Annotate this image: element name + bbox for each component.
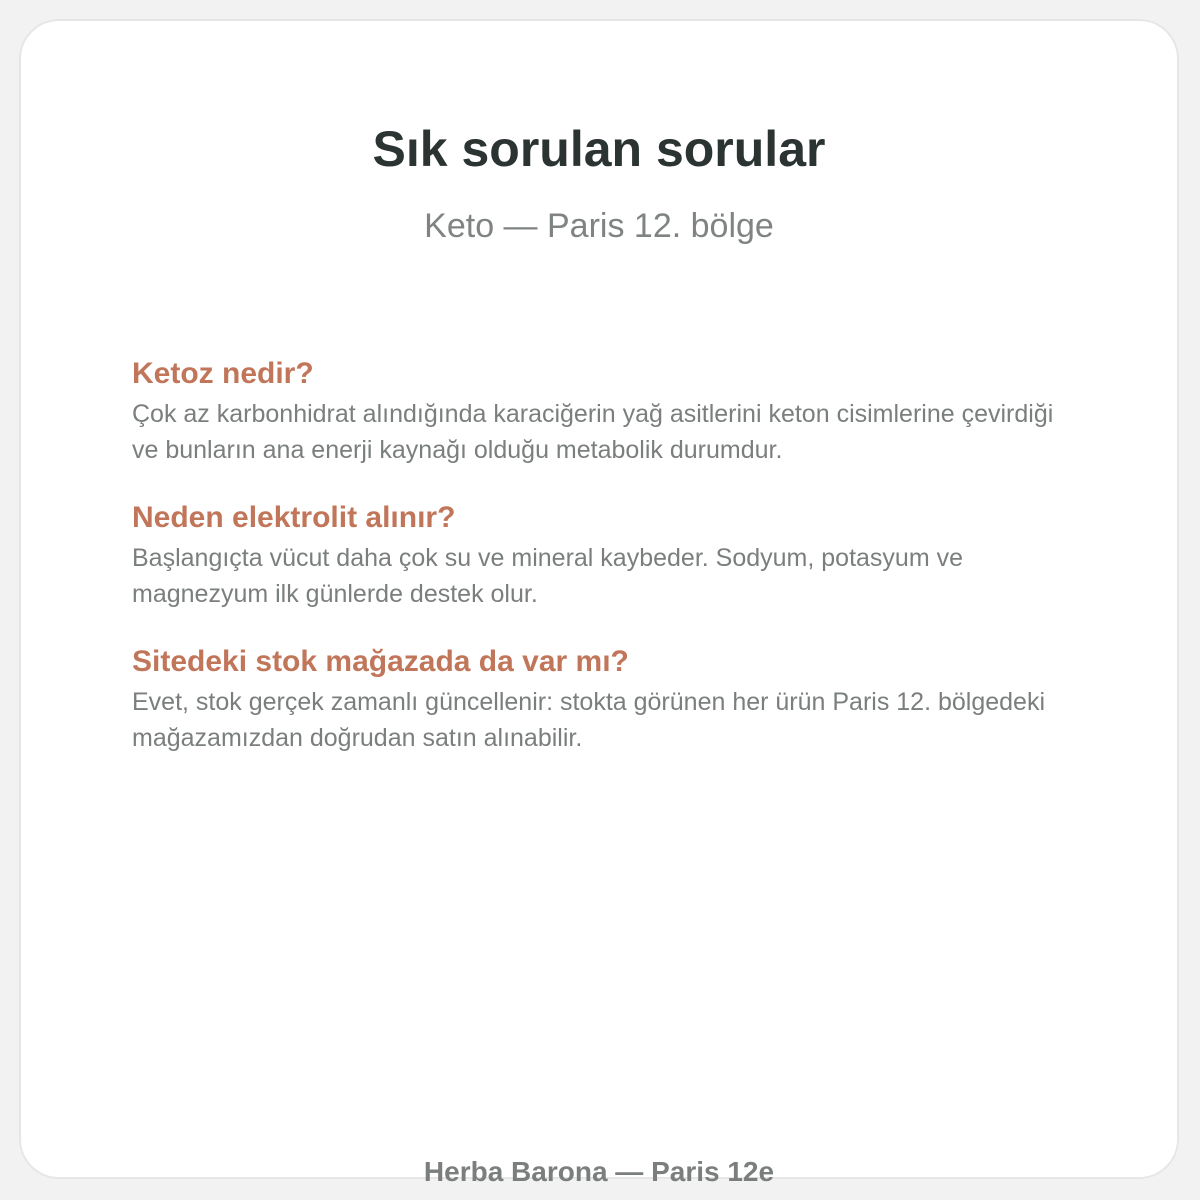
faq-card bbox=[19, 19, 1179, 1187]
footer-brand: Herba Barona — Paris 12e bbox=[423, 1156, 775, 1187]
faq-question: Ketoz nedir? bbox=[132, 357, 314, 390]
faq-item bbox=[132, 355, 1082, 468]
faq-answer: Çok az karbonhidrat alındığında karaciğerin yağ asitlerini keton cisimlerine çevirdiği ve bunların ana enerji kaynağı olduğu metabolik durumdur. bbox=[132, 400, 1054, 464]
page-subtitle: Keto — Paris 12. bölge bbox=[424, 207, 774, 245]
faq-answer: Evet, stok gerçek zamanlı güncellenir: stokta görünen her ürün Paris 12. bölgedeki mağazamızdan doğrudan satın alınabilir. bbox=[132, 688, 1046, 752]
faq-list bbox=[132, 355, 1082, 787]
page-title: Sık sorulan sorular bbox=[372, 121, 826, 177]
faq-answer: Başlangıçta vücut daha çok su ve mineral kaybeder. Sodyum, potasyum ve magnezyum ilk günlerde destek olur. bbox=[132, 544, 964, 608]
faq-item bbox=[132, 643, 1082, 756]
faq-question: Neden elektrolit alınır? bbox=[132, 501, 456, 534]
faq-question: Sitedeki stok mağazada da var mı? bbox=[132, 645, 629, 678]
faq-item bbox=[132, 499, 1082, 612]
